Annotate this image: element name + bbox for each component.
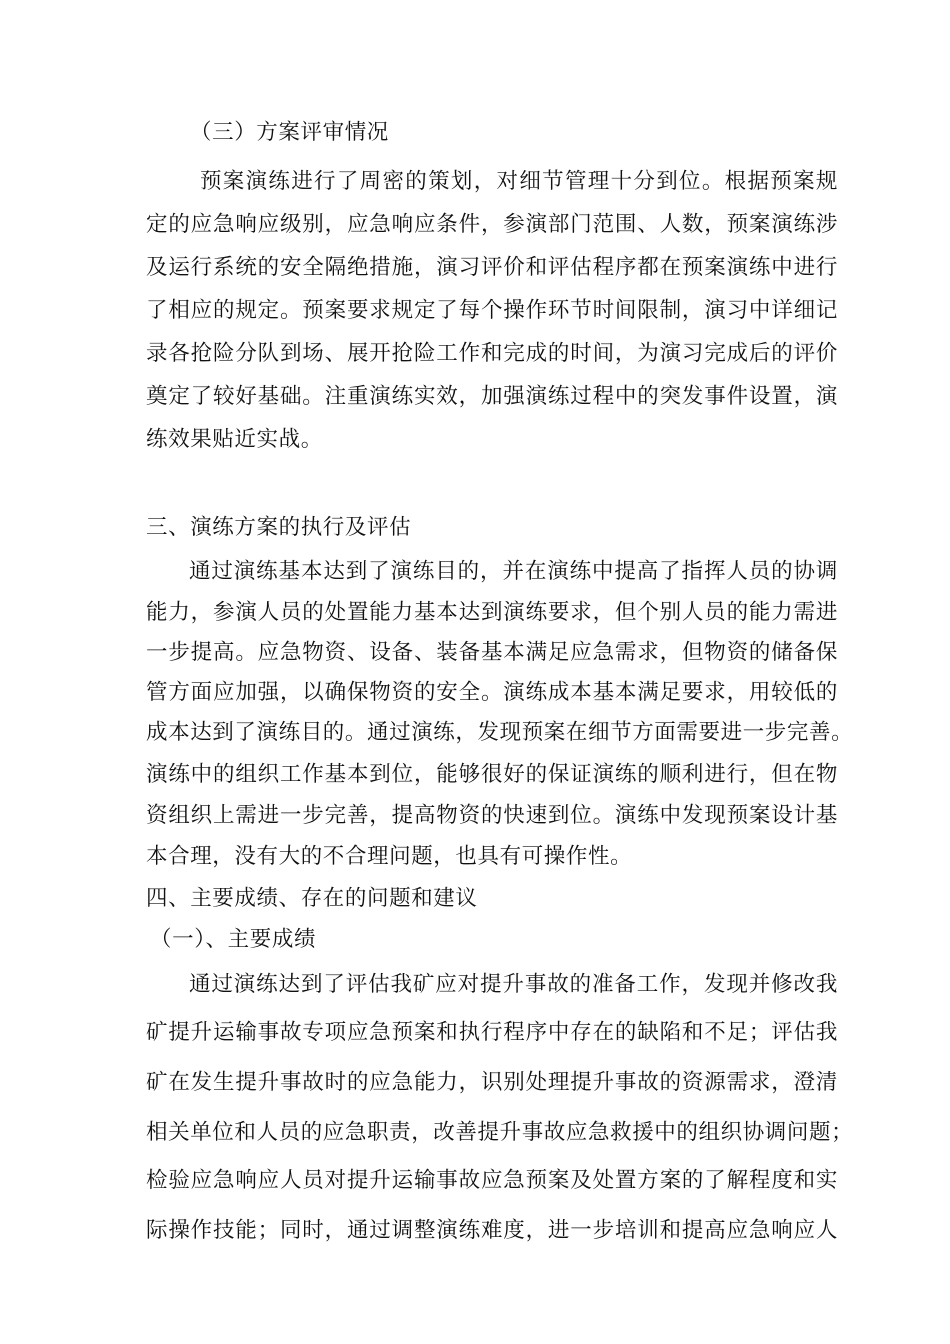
section-heading: （三）方案评审情况 xyxy=(190,120,389,145)
paragraph-line: 预案演练进行了周密的策划，对细节管理十分到位。根据预案规 xyxy=(200,169,838,194)
paragraph-line: 通过演练基本达到了演练目的，并在演练中提高了指挥人员的协调 xyxy=(189,559,838,584)
section-heading: 三、演练方案的执行及评估 xyxy=(146,515,412,540)
paragraph-line: 通过演练达到了评估我矿应对提升事故的准备工作，发现并修改我 xyxy=(189,972,838,997)
paragraph-line: 矿在发生提升事故时的应急能力，识别处理提升事故的资源需求，澄清 xyxy=(146,1070,838,1095)
paragraph-line: 及运行系统的安全隔绝措施，演习评价和评估程序都在预案演练中进行 xyxy=(146,255,838,280)
paragraph-line: 相关单位和人员的应急职责，改善提升事故应急救援中的组织协调问题； xyxy=(146,1120,854,1145)
paragraph-line: 一步提高。应急物资、设备、装备基本满足应急需求，但物资的储备保 xyxy=(146,640,838,665)
paragraph-line: 成本达到了演练目的。通过演练，发现预案在细节方面需要进一步完善。 xyxy=(146,720,854,745)
section-heading: 四、主要成绩、存在的问题和建议 xyxy=(146,886,478,911)
subsection-heading: （一）、主要成绩 xyxy=(150,927,317,952)
paragraph-line: 矿提升运输事故专项应急预案和执行程序中存在的缺陷和不足；评估我 xyxy=(146,1020,838,1045)
paragraph-line: 管方面应加强，以确保物资的安全。演练成本基本满足要求，用较低的 xyxy=(146,680,838,705)
paragraph-line: 检验应急响应人员对提升运输事故应急预案及处置方案的了解程度和实 xyxy=(146,1168,838,1193)
paragraph-line: 际操作技能；同时，通过调整演练难度，进一步培训和提高应急响应人 xyxy=(146,1218,838,1243)
paragraph-line: 定的应急响应级别，应急响应条件，参演部门范围、人数，预案演练涉 xyxy=(146,212,838,237)
paragraph-line: 了相应的规定。预案要求规定了每个操作环节时间限制，演习中详细记 xyxy=(146,298,838,323)
paragraph-line: 奠定了较好基础。注重演练实效，加强演练过程中的突发事件设置，演 xyxy=(146,384,838,409)
paragraph-line: 本合理，没有大的不合理问题，也具有可操作性。 xyxy=(146,844,633,869)
paragraph-line: 资组织上需进一步完善，提高物资的快速到位。演练中发现预案设计基 xyxy=(146,803,838,828)
paragraph-line: 录各抢险分队到场、展开抢险工作和完成的时间，为演习完成后的评价 xyxy=(146,341,838,366)
paragraph-line: 演练中的组织工作基本到位，能够很好的保证演练的顺利进行，但在物 xyxy=(146,762,838,787)
paragraph-line: 练效果贴近实战。 xyxy=(146,427,323,452)
paragraph-line: 能力，参演人员的处置能力基本达到演练要求，但个别人员的能力需进 xyxy=(146,600,838,625)
